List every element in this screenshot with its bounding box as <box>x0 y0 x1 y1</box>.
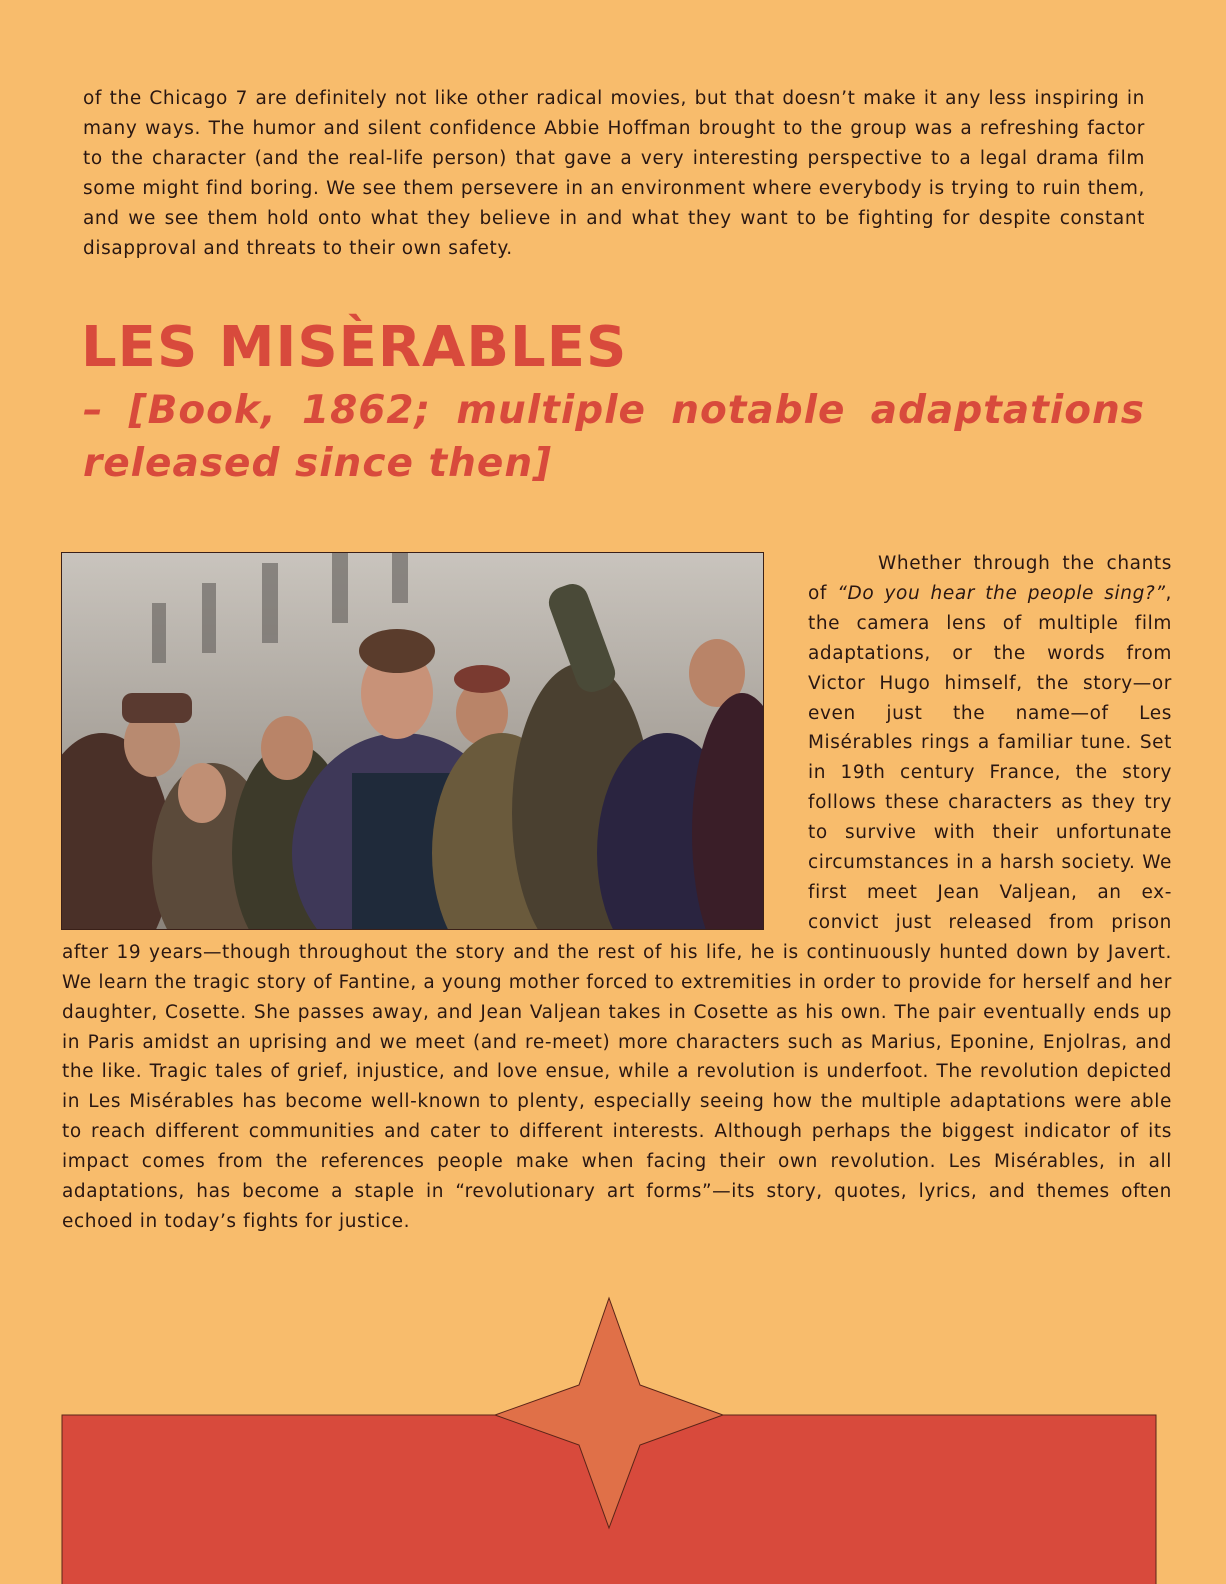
intro-paragraph: of the Chicago 7 are definitely not like other radical movies, but that doesn’t make it any less inspiring in many ways. The humor and silent confidence Abbie Hoffman brought to the group was a refreshing factor to the character (and the real-life person) that gave a very interesting perspective to a legal drama film some might find boring. We see them persevere in an environment where everybody is trying to ruin them, and we see them hold onto what they believe in and what they want to be fighting for despite constant disapproval and threats to their own safety. <box>83 88 1145 259</box>
body-paragraph <box>62 549 1172 1237</box>
body-text-part1: Whether through the chants of <box>808 553 1172 604</box>
section-title: LES MISÈRABLES <box>81 315 628 380</box>
image-wrap-spacer <box>62 549 808 929</box>
section-subtitle: – [Book, 1862; multiple notable adaptations released since then] <box>83 388 1145 486</box>
four-point-star-icon <box>495 1298 723 1528</box>
footer-banner <box>62 1415 1156 1584</box>
body-text-part2: , the camera lens of multiple film adaptations, or the words from Victor Hugo himself, the story—or even just the name—of Les Misérables rings a familiar tune. Set in 19th century France, the story follows these characters as they try to survive with their unfortunate circumstances in a harsh society. We first meet Jean Valjean, an ex-convict just released from prison after 19 years—though throughout the story and the rest of his life, he is continuously hunted down by Javert. We learn the tragic story of Fantine, a young mother forced to extremities in order to provide for herself and her daughter, Cosette. She passes away, and Jean Valjean takes in Cosette as his own. The pair eventually ends up in Paris amidst an uprising and we meet (and re-meet) more characters such as Marius, Eponine, Enjolras, and the like. Tragic tales of grief, injustice, and love ensue, while a revolution is underfoot. The revolution depicted in Les Misérables has become well-known to plenty, especially seeing how the multiple adaptations were able to reach different communities and cater to different interests. Although perhaps the biggest indicator of its impact comes from the references people make when facing their own revolution. Les Misérables, in all adaptations, has become a staple in “revolutionary art forms”—its story, quotes, lyrics, and themes often echoed in today’s fights for justice. <box>62 582 1172 1232</box>
body-quote: “Do you hear the people sing?” <box>837 582 1166 604</box>
